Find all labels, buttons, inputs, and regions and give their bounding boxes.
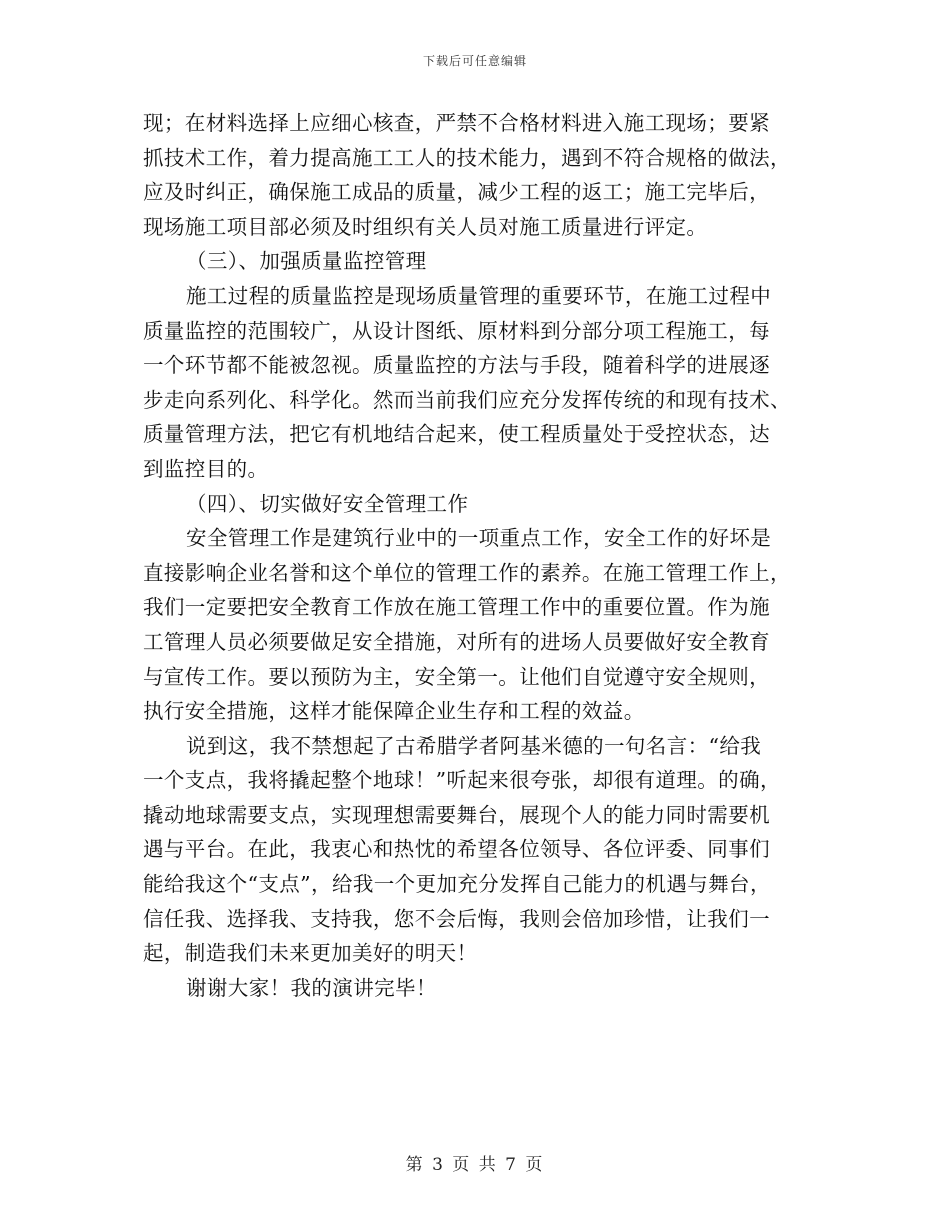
body-line: 步走向系列化、科学化。然而当前我们应充分发挥传统的和现有技术、	[143, 387, 791, 412]
body-line: 信任我、选择我、支持我，您不会后悔，我则会倍加珍惜，让我们一	[143, 906, 770, 931]
section-heading: （三）、加强质量监控管理	[186, 249, 427, 274]
body-line: 撬动地球需要支点，实现理想需要舞台，展现个人的能力同时需要机	[143, 802, 770, 827]
body-line: 到监控目的。	[143, 456, 269, 481]
body-line: 遇与平台。在此，我衷心和热忱的希望各位领导、各位评委、同事们	[143, 837, 770, 862]
body-line: 直接影响企业名誉和这个单位的管理工作的素养。在施工管理工作上，	[143, 560, 791, 585]
body-line: 质量管理方法，把它有机地结合起来，使工程质量处于受控状态，达	[143, 422, 770, 447]
document-body	[143, 106, 808, 1005]
body-line: 与宣传工作。要以预防为主，安全第一。让他们自觉遵守安全规则，	[143, 664, 770, 689]
body-line: 我们一定要把安全教育工作放在施工管理工作中的重要位置。作为施	[143, 595, 770, 620]
page-number: 第 3 页 共 7 页	[405, 1155, 545, 1175]
body-line: 一个支点，我将撬起整个地球！”听起来很夸张，却很有道理。的确，	[143, 768, 781, 793]
body-line: 质量监控的范围较广，从设计图纸、原材料到分部分项工程施工，每	[143, 318, 770, 343]
body-line: 施工过程的质量监控是现场质量管理的重要环节，在施工过程中	[186, 283, 772, 308]
section-heading: （四）、切实做好安全管理工作	[186, 491, 469, 516]
body-line: 起，制造我们未来更加美好的明天！	[143, 941, 478, 966]
page-header: 下载后可任意编辑	[422, 54, 527, 68]
body-line: 抓技术工作，着力提高施工工人的技术能力，遇到不符合规格的做法，	[143, 145, 791, 170]
body-line: 说到这，我不禁想起了古希腊学者阿基米德的一句名言：“给我	[186, 733, 762, 758]
body-line: 应及时纠正，确保施工成品的质量，减少工程的返工；施工完毕后，	[143, 180, 770, 205]
body-line: 一个环节都不能被忽视。质量监控的方法与手段，随着科学的进展逐	[143, 353, 770, 378]
body-line: 现；在材料选择上应细心核查，严禁不合格材料进入施工现场；要紧	[143, 111, 770, 135]
closing-line: 谢谢大家！我的演讲完毕！	[186, 975, 437, 1000]
body-line: 执行安全措施，这样才能保障企业生存和工程的效益。	[143, 699, 645, 724]
body-line: 现场施工项目部必须及时组织有关人员对施工质量进行评定。	[143, 214, 708, 239]
body-line: 能给我这个“支点”，给我一个更加充分发挥自己能力的机遇与舞台，	[143, 872, 771, 897]
body-line: 工管理人员必须要做足安全措施，对所有的进场人员要做好安全教育	[143, 629, 770, 654]
body-line: 安全管理工作是建筑行业中的一项重点工作，安全工作的好坏是	[186, 526, 772, 551]
